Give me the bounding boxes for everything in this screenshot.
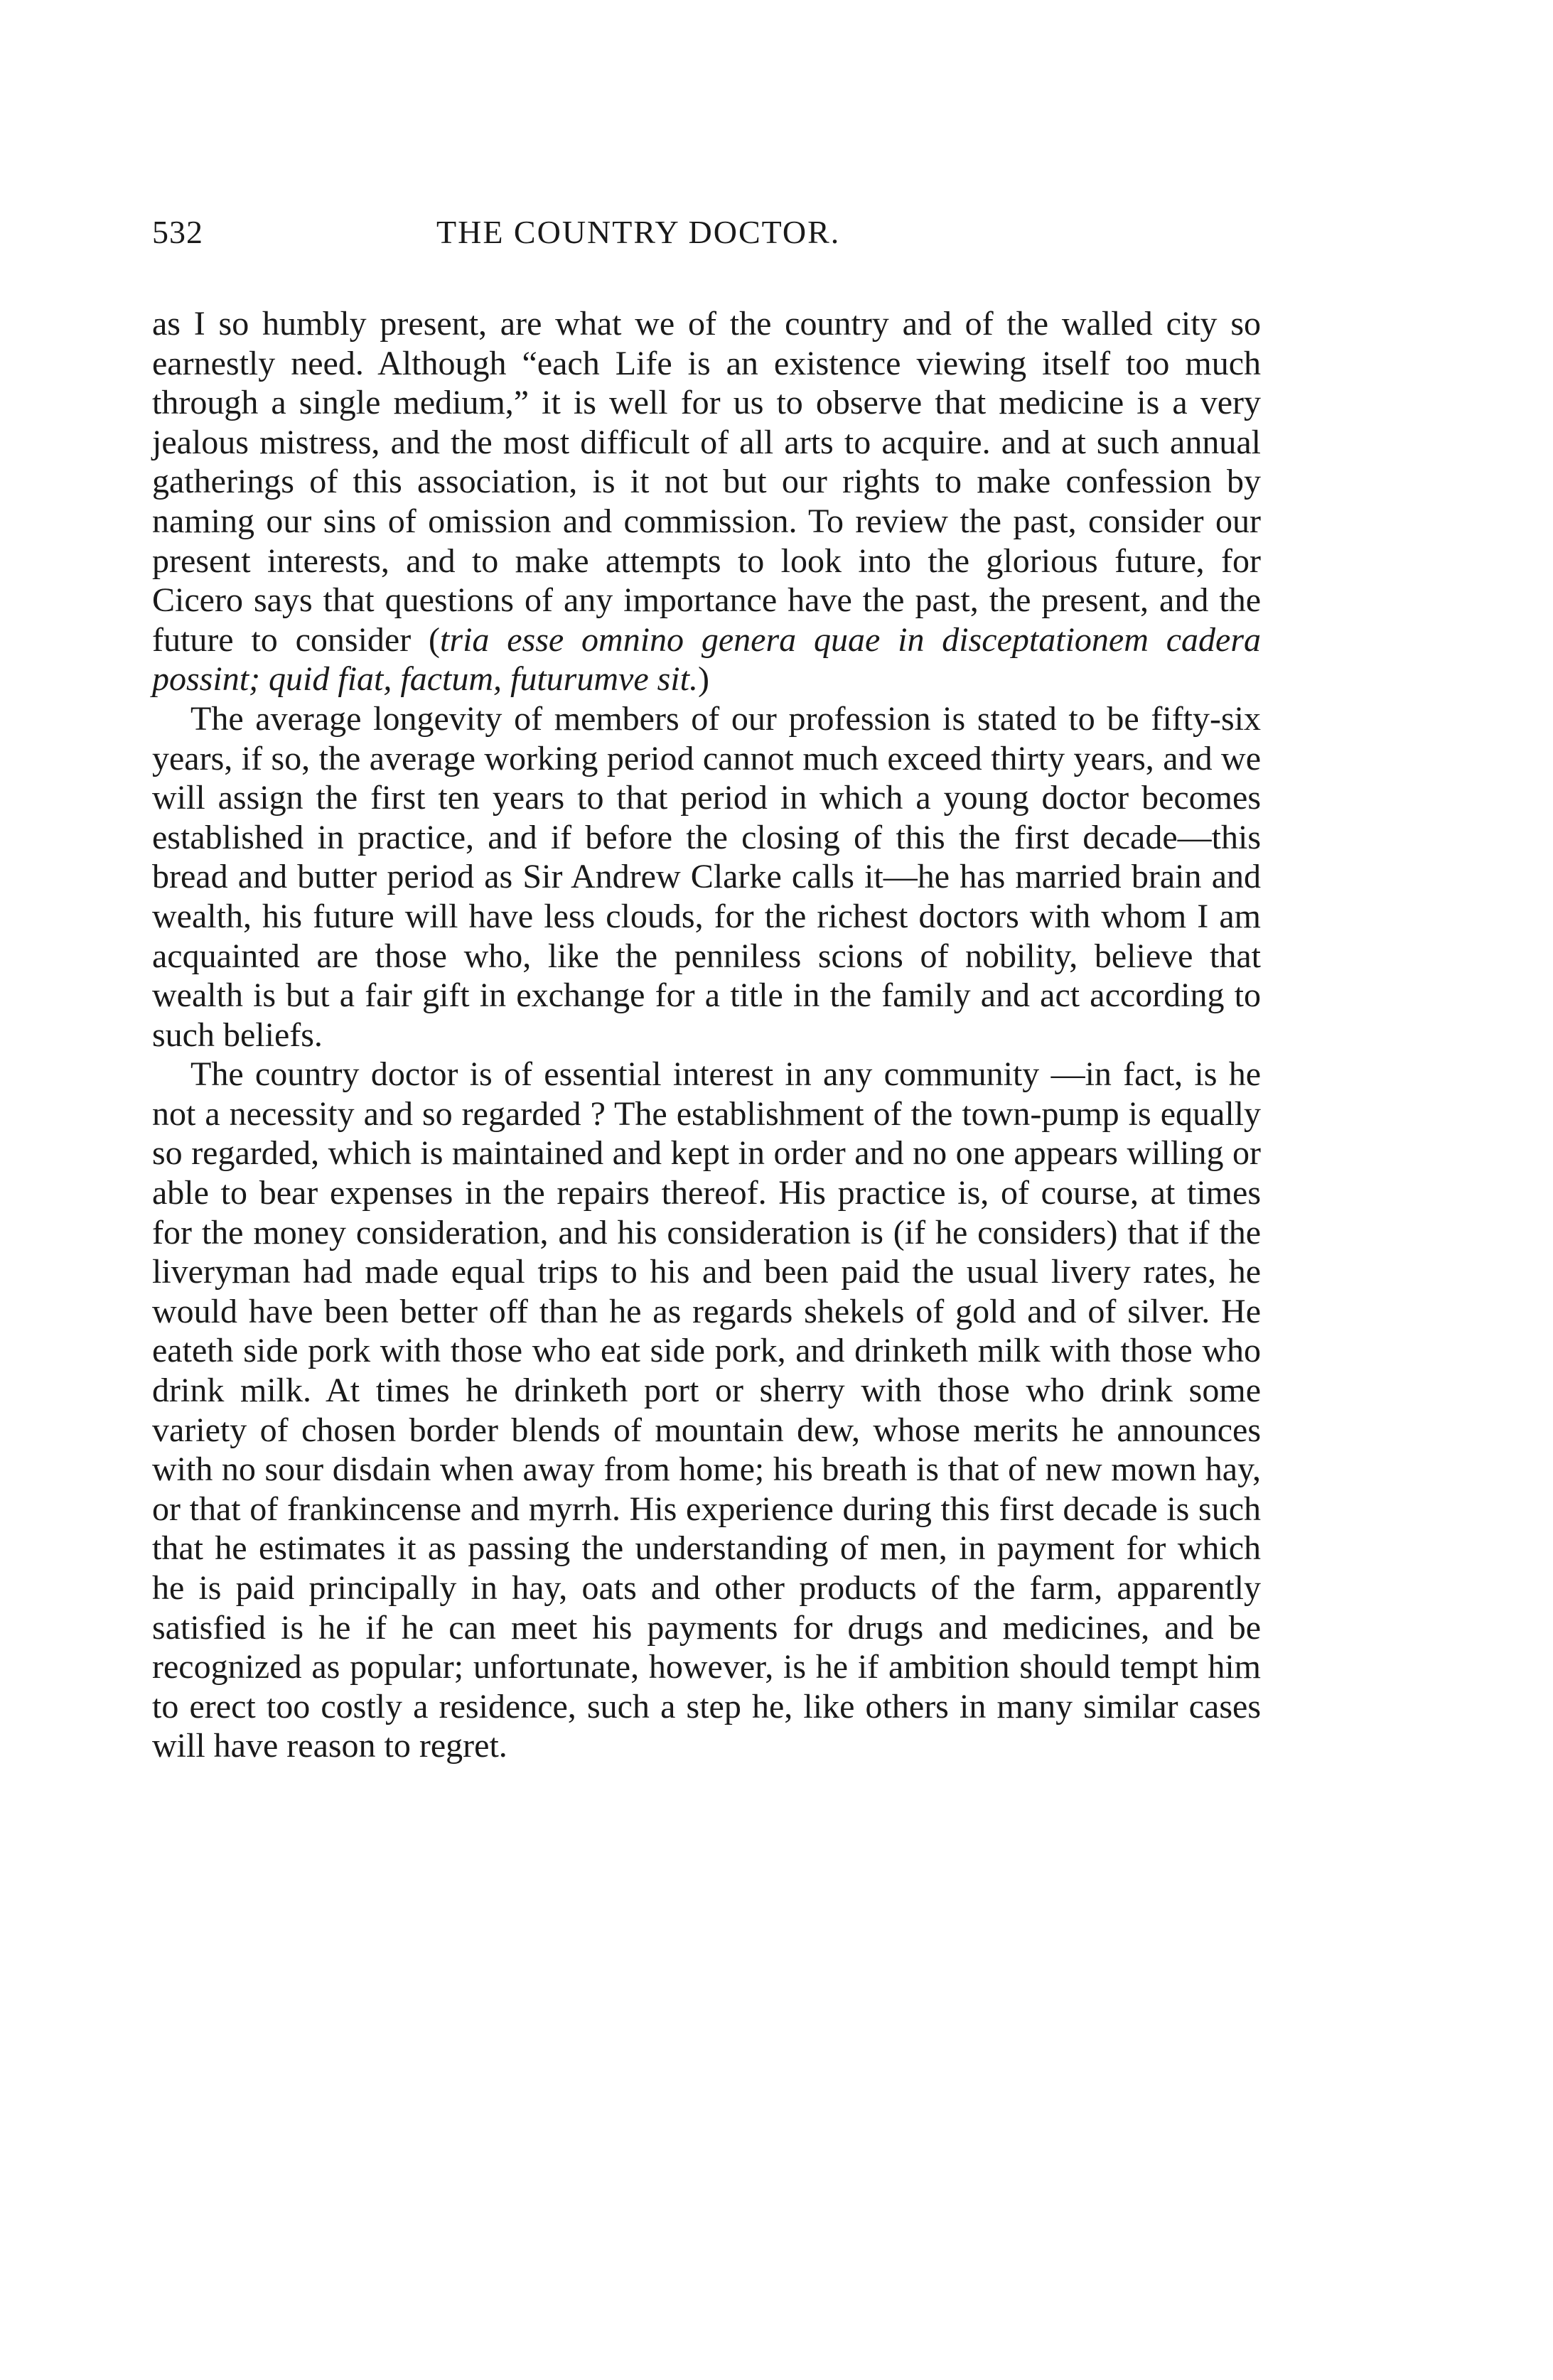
running-head (152, 213, 1261, 263)
latin-quotation: tria esse omnino genera quae in disceptationem cadera possint; quid fiat, factum, futurumve sit. (152, 620, 1262, 699)
page-number: 532 (152, 214, 203, 250)
paragraph-1 (152, 304, 1261, 699)
paragraph-1-text: as I so humbly present, are what we of the country and of the walled city so earnestly need. Although “each Life is an existence viewing itself too much through a single medium,” it is well for us to observe that medicine is a very jealous mistress, and the most difficult of all arts to acquire. and at such annual gatherings of this association, is it not but our rights to make confession by naming our sins of omission and commission. To review the past, consider our present interests, and to make attempts to look into the glorious future, for Cicero says that questions of any importance have the past, the present, and the future to consider ( (152, 305, 1261, 659)
paragraph-1-close: ) (697, 660, 709, 699)
body-text (152, 304, 1261, 1766)
paragraph-3: The country doctor is of essential interest in any community —in fact, is he not a necessity and so regarded ? The establishment of the town-pump is equally so regarded, which is maintained and kept in order and no one appears willing or able to bear expenses in the repairs thereof. His practice is, of course, at times for the money consideration, and his consideration is (if he considers) that if the liveryman had made equal trips to his and been paid the usual livery rates, he would have been better off than he as regards shekels of gold and of silver. He eateth side pork with those who eat side pork, and drinketh milk with those who drink milk. At times he drinketh port or sherry with those who drink some variety of chosen border blends of mountain dew, whose merits he announces with no sour disdain when away from home; his breath is that of new mown hay, or that of frankincense and myrrh. His experience during this first decade is such that he estimates it as passing the understanding of men, in payment for which he is paid principally in hay, oats and other products of the farm, apparently satisfied is he if he can meet his payments for drugs and medicines, and be recognized as popular; unfortunate, however, is he if ambition should tempt him to erect too costly a residence, such a step he, like others in many similar cases will have reason to regret. (152, 1055, 1261, 1765)
paragraph-2: The average longevity of members of our profession is stated to be fifty-six years, if so, the average working period cannot much exceed thirty years, and we will assign the first ten years to that period in which a young doctor becomes established in practice, and if before the closing of this the first decade—this bread and butter period as Sir Andrew Clarke calls it—he has married brain and wealth, his future will have less clouds, for the richest doctors with whom I am acquainted are those who, like the penniless scions of nobility, believe that wealth is but a fair gift in exchange for a title in the family and act according to such beliefs. (152, 699, 1261, 1054)
book-page (152, 213, 1261, 1766)
running-title: THE COUNTRY DOCTOR. (436, 214, 841, 250)
